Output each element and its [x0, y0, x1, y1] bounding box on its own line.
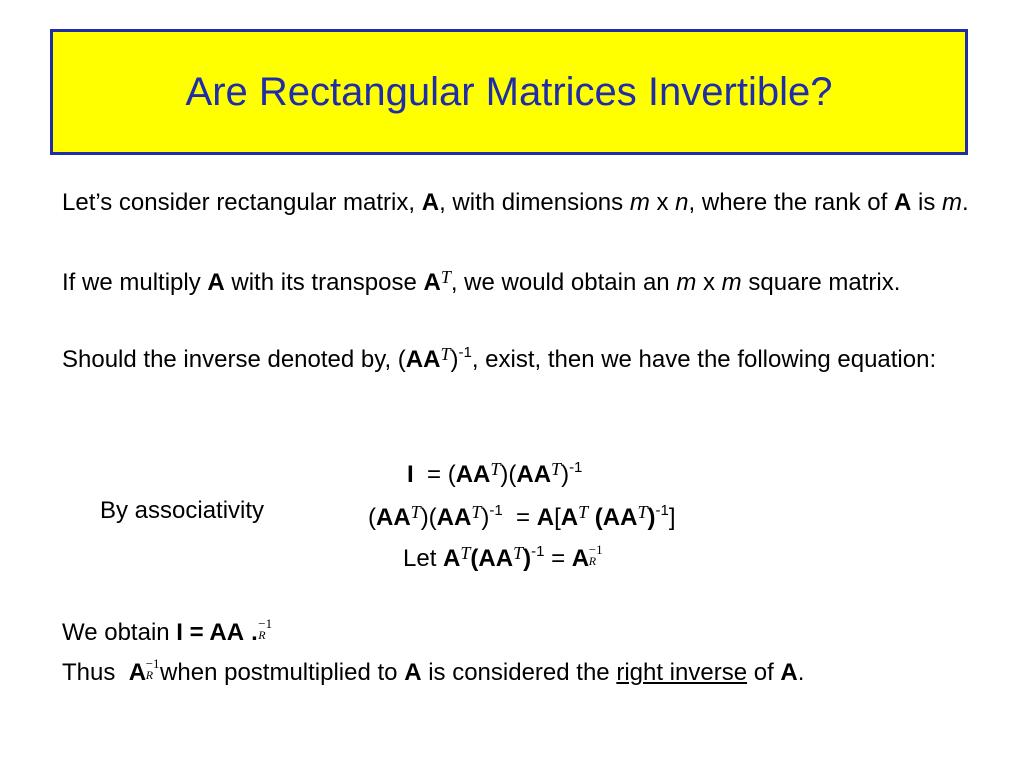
var-m: m	[721, 269, 742, 296]
matrix-a: A	[560, 504, 579, 531]
inverse-exponent: -1	[655, 502, 669, 519]
text: Should the inverse denoted by, (	[62, 346, 406, 373]
text: ]	[668, 504, 676, 531]
text: square	[748, 269, 822, 296]
inverse-exponent: −1	[145, 656, 160, 671]
text: of	[753, 659, 774, 686]
text: We obtain	[62, 619, 170, 646]
var-m: m	[942, 189, 963, 216]
matrix-aa: AA	[478, 545, 514, 572]
transpose-t: T	[410, 502, 421, 522]
matrix-a: A	[536, 504, 555, 531]
transpose-t: T	[460, 543, 471, 563]
paragraph-2	[62, 260, 1020, 300]
text: .	[797, 659, 805, 686]
text: )	[481, 504, 490, 531]
text: matrix.	[828, 269, 901, 296]
right-inverse-symbol	[128, 656, 160, 688]
right-inverse-term: right inverse	[616, 659, 748, 686]
identity-i: I	[407, 461, 414, 488]
transpose-t: T	[440, 267, 451, 287]
matrix-aa: AA	[516, 461, 552, 488]
transpose-t: T	[471, 502, 482, 522]
text: , we would obtain an	[450, 269, 670, 296]
text: x	[703, 269, 715, 296]
transpose-t: T	[440, 344, 451, 364]
subscript-r: R	[258, 628, 266, 642]
identity-equation	[176, 616, 273, 648]
paragraph-5	[62, 658, 804, 688]
text: )	[647, 504, 656, 531]
equation-1	[407, 453, 582, 490]
paragraph-3	[62, 335, 1020, 377]
matrix-a: A	[893, 189, 912, 216]
equation-2	[368, 496, 675, 533]
matrix-aa: AA	[376, 504, 411, 531]
var-m: m	[629, 189, 650, 216]
text: , where the	[688, 189, 808, 216]
matrix-a: A	[443, 545, 461, 572]
text: , with dimensions	[439, 189, 624, 216]
text: )(	[500, 461, 517, 488]
matrix-aa: AA	[405, 346, 441, 373]
text: )	[523, 545, 532, 572]
text: rank of	[813, 189, 888, 216]
matrix-aa: AA	[455, 461, 491, 488]
inverse-exponent: -1	[489, 502, 503, 519]
text: = (	[427, 461, 456, 488]
paragraph-4	[62, 616, 273, 648]
text: .	[962, 189, 969, 216]
matrix-a: A	[207, 269, 225, 296]
matrix-a: A	[404, 659, 422, 686]
text: , exist, then we have the	[471, 346, 731, 373]
inverse-exponent: −1	[258, 616, 273, 631]
text: =	[516, 504, 531, 531]
equation-3	[403, 537, 603, 574]
inverse-exponent: -1	[458, 344, 472, 361]
transpose-t: T	[490, 459, 501, 479]
text: )	[561, 461, 570, 488]
text: )(	[420, 504, 437, 531]
text: when postmultiplied to	[160, 659, 398, 686]
slide-title: Are Rectangular Matrices Invertible?	[185, 69, 833, 114]
right-inverse-symbol	[571, 542, 603, 574]
associativity-label: By associativity	[100, 497, 265, 524]
transpose-t: T	[578, 502, 589, 522]
text: (	[594, 504, 603, 531]
transpose-t: T	[513, 543, 524, 563]
text: is	[918, 189, 936, 216]
text: following equation:	[737, 346, 937, 373]
text: (	[368, 504, 376, 531]
matrix-aa: AA	[436, 504, 472, 531]
text: (	[470, 545, 479, 572]
inverse-exponent: -1	[531, 543, 545, 560]
matrix-a: A	[780, 659, 798, 686]
matrix-a: A	[421, 189, 440, 216]
var-n: n	[675, 189, 689, 216]
text: .	[251, 619, 258, 646]
text: )	[450, 346, 459, 373]
subscript-r: R	[588, 554, 597, 568]
matrix-a: A	[571, 545, 590, 572]
text: x	[656, 189, 669, 216]
paragraph-1	[62, 185, 1020, 220]
text: Let’s consider rectangular matrix,	[62, 189, 416, 216]
text: If we multiply	[62, 269, 201, 296]
text: with its transpose	[231, 269, 417, 296]
text: is considered the	[428, 659, 610, 686]
identity-aa: I = AA	[176, 619, 245, 646]
inverse-exponent: −1	[588, 542, 603, 557]
text: =	[551, 545, 566, 572]
text: Thus	[62, 659, 116, 686]
matrix-a: A	[423, 269, 441, 296]
subscript-r: R	[145, 668, 154, 682]
text: Let	[403, 545, 437, 572]
transpose-t: T	[637, 502, 648, 522]
text: [	[554, 504, 561, 531]
inverse-exponent: -1	[569, 459, 583, 476]
equation-2-label	[100, 496, 264, 526]
matrix-a: A	[128, 659, 147, 686]
matrix-aa: AA	[602, 504, 638, 531]
var-m: m	[676, 269, 697, 296]
transpose-t: T	[551, 459, 562, 479]
